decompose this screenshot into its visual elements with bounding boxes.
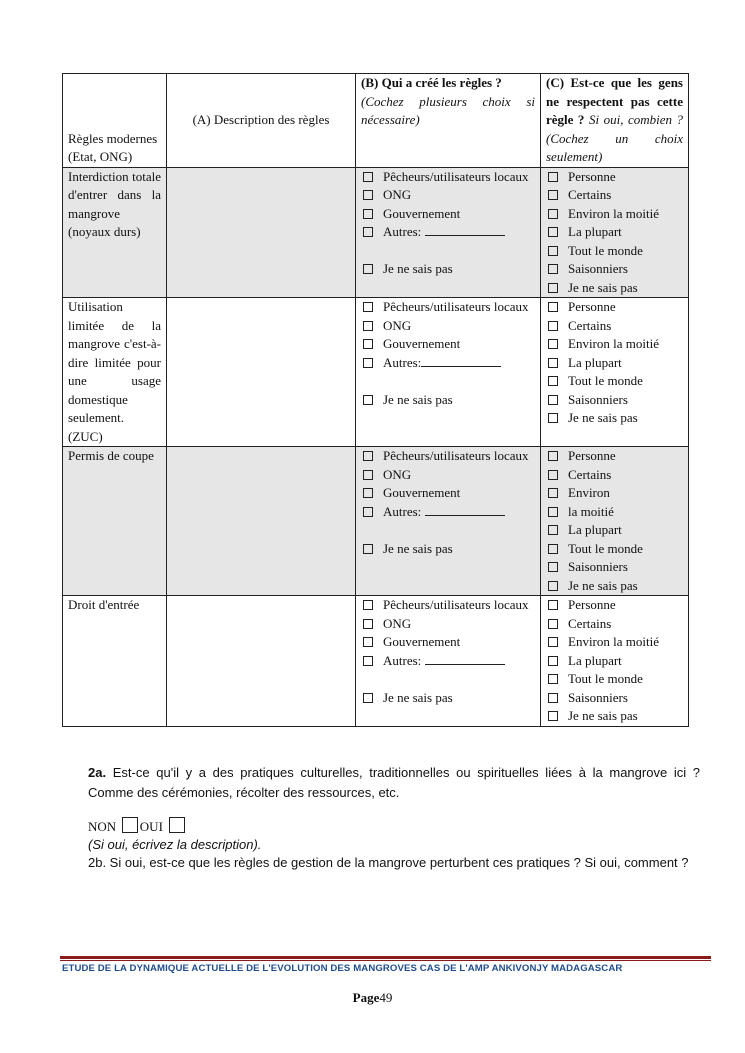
- option-half-continued[interactable]: la moitié: [546, 503, 683, 522]
- option-fishers[interactable]: Pêcheurs/utilisateurs locaux: [361, 168, 535, 187]
- rule-description-cell[interactable]: [167, 596, 356, 727]
- checkbox[interactable]: [363, 227, 373, 237]
- checkbox[interactable]: [548, 376, 558, 386]
- rule-description-cell[interactable]: [167, 167, 356, 298]
- option-dont-know[interactable]: Je ne sais pas: [361, 260, 535, 279]
- checkbox[interactable]: [548, 358, 558, 368]
- option-dont-know[interactable]: Je ne sais pas: [546, 409, 683, 428]
- table-row: [63, 167, 689, 298]
- checkbox[interactable]: [363, 358, 373, 368]
- checkbox[interactable]: [548, 283, 558, 293]
- option-fishers[interactable]: Pêcheurs/utilisateurs locaux: [361, 447, 535, 466]
- checkbox[interactable]: [548, 525, 558, 535]
- question-2a: [88, 763, 700, 803]
- option-others[interactable]: Autres:: [361, 354, 535, 373]
- checkbox[interactable]: [548, 264, 558, 274]
- rule-description-cell[interactable]: [167, 447, 356, 596]
- checkbox[interactable]: [363, 190, 373, 200]
- respect-options: [541, 596, 689, 727]
- footer-divider: [60, 956, 711, 959]
- checkbox[interactable]: [548, 451, 558, 461]
- header-description: (A) Description des règles: [167, 74, 356, 168]
- option-dont-know[interactable]: Je ne sais pas: [546, 577, 683, 596]
- non-checkbox[interactable]: [122, 817, 138, 833]
- checkbox[interactable]: [548, 190, 558, 200]
- checkbox[interactable]: [363, 507, 373, 517]
- checkbox[interactable]: [548, 711, 558, 721]
- option-others[interactable]: Autres:: [361, 223, 535, 242]
- option-others[interactable]: Autres:: [361, 503, 535, 522]
- checkbox[interactable]: [363, 451, 373, 461]
- option-ong[interactable]: ONG: [361, 615, 535, 634]
- option-half[interactable]: Environ la moitié: [546, 335, 683, 354]
- option-seasonal[interactable]: Saisonniers: [546, 260, 683, 279]
- option-dont-know[interactable]: Je ne sais pas: [546, 279, 683, 298]
- rule-name: Permis de coupe: [63, 447, 167, 596]
- option-some[interactable]: Certains: [546, 186, 683, 205]
- question-2b: 2b. Si oui, est-ce que les règles de gestion de la mangrove perturbent ces pratiques ? Si oui, comment ?: [88, 855, 689, 870]
- option-ong[interactable]: ONG: [361, 466, 535, 485]
- rules-table: [62, 73, 689, 727]
- rule-name: Utilisation limitée de la mangrove c'est-à-dire limitée pour une usage domestique seulement. (ZUC): [63, 298, 167, 447]
- others-fill-line[interactable]: [425, 223, 505, 236]
- option-government[interactable]: Gouvernement: [361, 205, 535, 224]
- header-who: [356, 74, 541, 168]
- option-dont-know[interactable]: Je ne sais pas: [546, 707, 683, 726]
- checkbox[interactable]: [363, 693, 373, 703]
- checkbox[interactable]: [363, 656, 373, 666]
- option-most[interactable]: La plupart: [546, 223, 683, 242]
- checkbox[interactable]: [548, 321, 558, 331]
- rule-name: Droit d'entrée: [63, 596, 167, 727]
- checkbox[interactable]: [548, 637, 558, 647]
- header-rules: Règles modernes (Etat, ONG): [63, 74, 167, 168]
- option-some[interactable]: Certains: [546, 466, 683, 485]
- table-row: [63, 596, 689, 727]
- checkbox[interactable]: [548, 507, 558, 517]
- checkbox[interactable]: [548, 172, 558, 182]
- respect-options: [541, 298, 689, 447]
- checkbox[interactable]: [548, 246, 558, 256]
- header-respect-note: Si oui, combien ? (Cochez un choix seulement): [546, 112, 684, 164]
- checkbox[interactable]: [548, 395, 558, 405]
- table-row: [63, 447, 689, 596]
- option-ong[interactable]: ONG: [361, 317, 535, 336]
- question-2a-number: 2a.: [88, 765, 107, 780]
- page-number-value: 49: [379, 990, 393, 1005]
- option-most[interactable]: La plupart: [546, 652, 683, 671]
- option-half[interactable]: Environ: [546, 484, 683, 503]
- option-most[interactable]: La plupart: [546, 354, 683, 373]
- option-some[interactable]: Certains: [546, 317, 683, 336]
- option-dont-know[interactable]: Je ne sais pas: [361, 540, 535, 559]
- header-respect: [541, 74, 689, 168]
- option-everyone[interactable]: Tout le monde: [546, 670, 683, 689]
- header-respect-title: (C) Est-ce que les gens ne respectent pas cette règle ?: [546, 75, 683, 127]
- page-label: Page: [352, 990, 380, 1005]
- checkbox[interactable]: [548, 674, 558, 684]
- others-fill-line[interactable]: [421, 354, 501, 367]
- option-fishers[interactable]: Pêcheurs/utilisateurs locaux: [361, 298, 535, 317]
- checkbox[interactable]: [548, 488, 558, 498]
- option-nobody[interactable]: Personne: [546, 168, 683, 187]
- checkbox[interactable]: [363, 488, 373, 498]
- checkbox[interactable]: [548, 600, 558, 610]
- question-2a-instruction: (Si oui, écrivez la description).: [88, 837, 262, 852]
- option-some[interactable]: Certains: [546, 615, 683, 634]
- who-options: [356, 298, 541, 447]
- checkbox[interactable]: [548, 413, 558, 423]
- footer-title: ETUDE DE LA DYNAMIQUE ACTUELLE DE L'EVOLUTION DES MANGROVES CAS DE L'AMP ANKIVONJY MADAGASCAR: [62, 963, 623, 974]
- checkbox[interactable]: [363, 470, 373, 480]
- checkbox[interactable]: [363, 395, 373, 405]
- option-government[interactable]: Gouvernement: [361, 633, 535, 652]
- header-who-note: (Cochez plusieurs choix si nécessaire): [361, 93, 535, 127]
- checkbox[interactable]: [548, 470, 558, 480]
- oui-label: OUI: [139, 819, 163, 834]
- option-government[interactable]: Gouvernement: [361, 484, 535, 503]
- checkbox[interactable]: [363, 619, 373, 629]
- option-nobody[interactable]: Personne: [546, 447, 683, 466]
- rule-description-cell[interactable]: [167, 298, 356, 447]
- option-ong[interactable]: ONG: [361, 186, 535, 205]
- option-fishers[interactable]: Pêcheurs/utilisateurs locaux: [361, 596, 535, 615]
- option-half[interactable]: Environ la moitié: [546, 633, 683, 652]
- option-government[interactable]: Gouvernement: [361, 335, 535, 354]
- option-nobody[interactable]: Personne: [546, 596, 683, 615]
- checkbox[interactable]: [363, 172, 373, 182]
- option-dont-know[interactable]: Je ne sais pas: [361, 689, 535, 708]
- checkbox[interactable]: [548, 581, 558, 591]
- table-header-row: [63, 74, 689, 168]
- option-everyone[interactable]: Tout le monde: [546, 372, 683, 391]
- option-seasonal[interactable]: Saisonniers: [546, 558, 683, 577]
- option-seasonal[interactable]: Saisonniers: [546, 391, 683, 410]
- option-others[interactable]: Autres:: [361, 652, 535, 671]
- option-dont-know[interactable]: Je ne sais pas: [361, 391, 535, 410]
- option-most[interactable]: La plupart: [546, 521, 683, 540]
- checkbox[interactable]: [363, 339, 373, 349]
- checkbox[interactable]: [548, 562, 558, 572]
- checkbox[interactable]: [548, 339, 558, 349]
- checkbox[interactable]: [363, 264, 373, 274]
- option-half[interactable]: Environ la moitié: [546, 205, 683, 224]
- others-fill-line[interactable]: [425, 503, 505, 516]
- option-everyone[interactable]: Tout le monde: [546, 242, 683, 261]
- checkbox[interactable]: [548, 619, 558, 629]
- question-2a-text: Est-ce qu'il y a des pratiques culturelles, traditionnelles ou spirituelles liées à la mangrove ici ? Comme des cérémonies, récolter des ressources, etc.: [88, 765, 700, 800]
- checkbox[interactable]: [548, 544, 558, 554]
- checkbox[interactable]: [363, 637, 373, 647]
- page-number: [0, 990, 745, 1006]
- option-seasonal[interactable]: Saisonniers: [546, 689, 683, 708]
- option-nobody[interactable]: Personne: [546, 298, 683, 317]
- non-label: NON: [88, 819, 117, 834]
- checkbox[interactable]: [548, 656, 558, 666]
- respect-options: [541, 447, 689, 596]
- checkbox[interactable]: [363, 600, 373, 610]
- checkbox[interactable]: [548, 693, 558, 703]
- table-row: [63, 298, 689, 447]
- checkbox[interactable]: [548, 209, 558, 219]
- respect-options: [541, 167, 689, 298]
- header-who-title: (B) Qui a créé les règles ?: [361, 75, 502, 90]
- checkbox[interactable]: [363, 209, 373, 219]
- option-everyone[interactable]: Tout le monde: [546, 540, 683, 559]
- yes-no-choice: [88, 817, 700, 837]
- who-options: [356, 447, 541, 596]
- others-fill-line[interactable]: [425, 652, 505, 665]
- checkbox[interactable]: [363, 302, 373, 312]
- footer-divider-thin: [60, 960, 711, 961]
- who-options: [356, 596, 541, 727]
- checkbox[interactable]: [548, 227, 558, 237]
- oui-checkbox[interactable]: [169, 817, 185, 833]
- rule-name: Interdiction totale d'entrer dans la mangrove (noyaux durs): [63, 167, 167, 298]
- checkbox[interactable]: [363, 544, 373, 554]
- who-options: [356, 167, 541, 298]
- checkbox[interactable]: [363, 321, 373, 331]
- checkbox[interactable]: [548, 302, 558, 312]
